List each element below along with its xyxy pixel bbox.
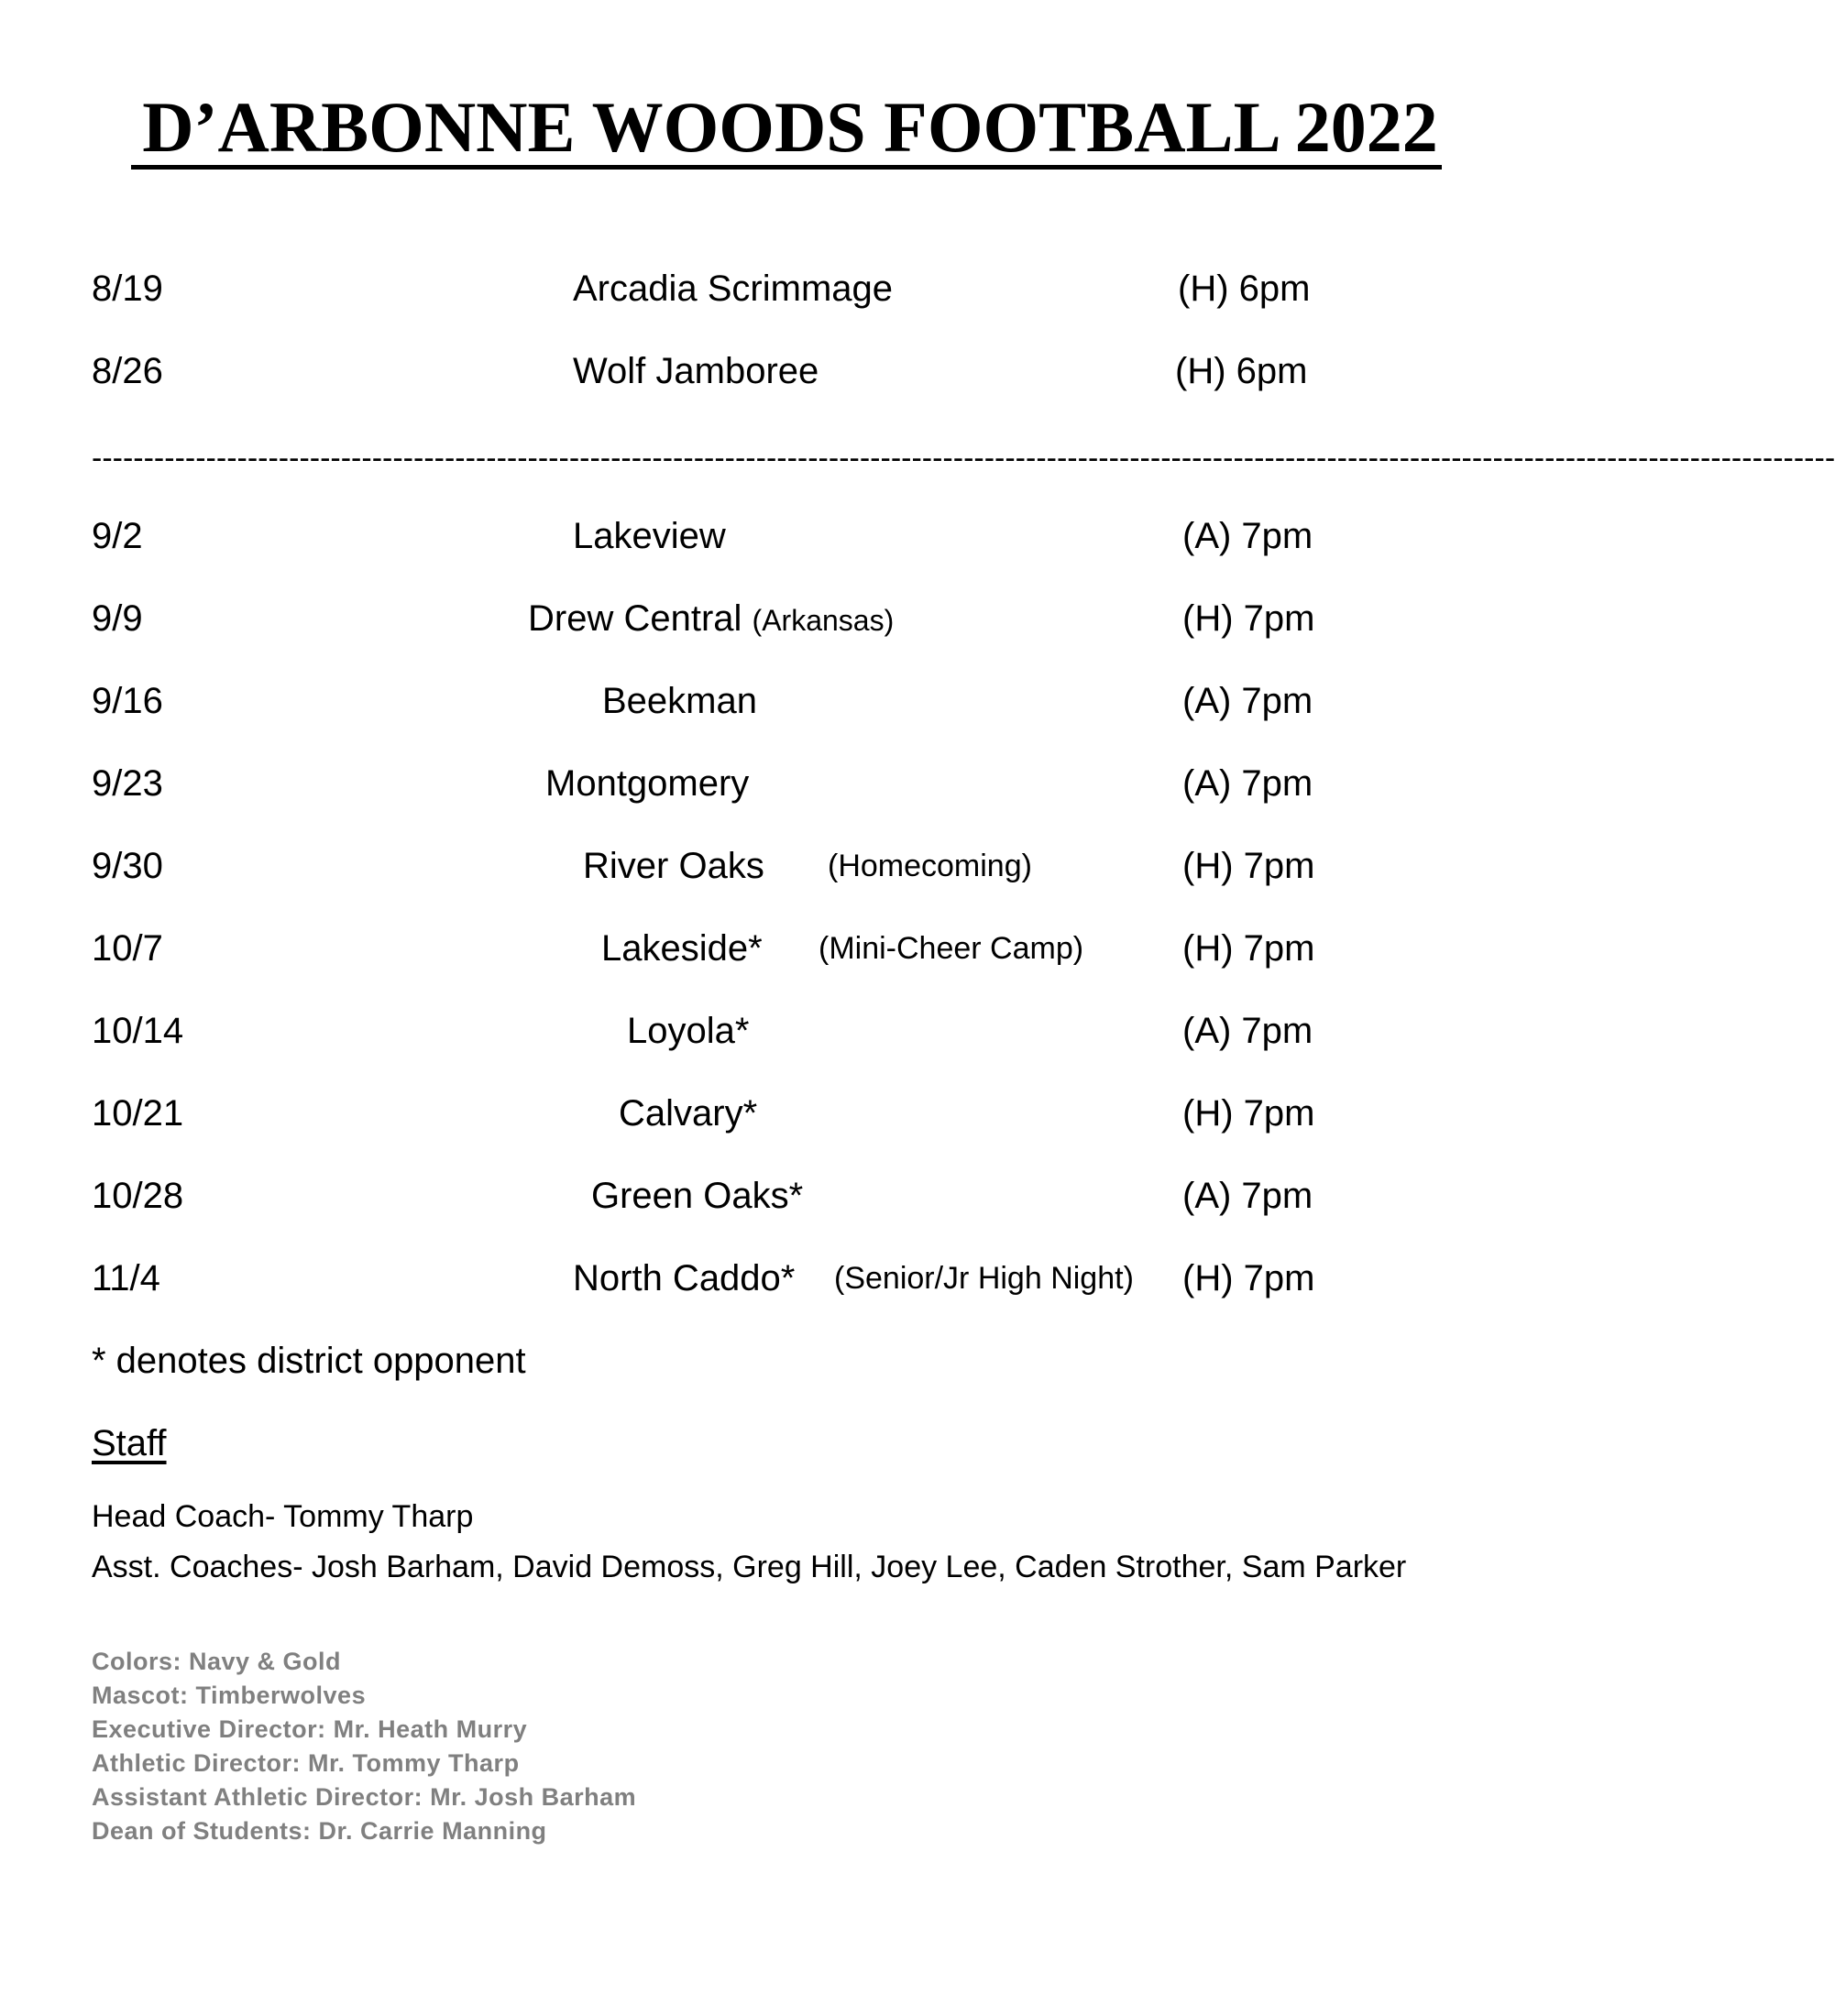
game-opponent: River Oaks (583, 846, 764, 886)
schedule-row (0, 509, 1558, 564)
game-opponent: Loyola* (627, 1011, 750, 1051)
game-note: (Senior/Jr High Night) (834, 1261, 1134, 1296)
game-time: (A) 7pm (1182, 1176, 1313, 1216)
game-date: 8/26 (92, 351, 163, 391)
game-date: 9/30 (92, 846, 163, 886)
game-date: 10/7 (92, 928, 163, 969)
dean-of-students: Dean of Students: Dr. Carrie Manning (92, 1817, 547, 1845)
game-opponent: North Caddo* (573, 1258, 796, 1298)
executive-director: Executive Director: Mr. Heath Murry (92, 1715, 528, 1743)
athletic-director: Athletic Director: Mr. Tommy Tharp (92, 1749, 520, 1777)
game-date: 10/21 (92, 1093, 184, 1134)
school-mascot: Mascot: Timberwolves (92, 1682, 367, 1709)
game-time: (A) 7pm (1182, 1011, 1313, 1051)
game-opponent: Beekman (602, 681, 757, 721)
game-time: (H) 7pm (1182, 1258, 1315, 1298)
game-time: (H) 6pm (1178, 268, 1311, 309)
schedule-row (0, 591, 1558, 646)
schedule-row (0, 756, 1558, 811)
game-time: (H) 7pm (1182, 598, 1315, 639)
game-note: (Mini-Cheer Camp) (819, 931, 1084, 966)
game-opponent: Arcadia Scrimmage (573, 268, 894, 309)
game-opponent: Wolf Jamboree (573, 351, 819, 391)
school-colors: Colors: Navy & Gold (92, 1648, 342, 1675)
game-date: 11/4 (92, 1258, 160, 1298)
game-opponent: Lakeview (573, 516, 726, 556)
school-info (92, 1645, 636, 1848)
page-title (0, 87, 1558, 170)
game-opponent: Calvary* (619, 1093, 758, 1134)
game-time: (A) 7pm (1182, 763, 1313, 804)
game-opponent: Lakeside* (601, 928, 763, 969)
game-date: 10/14 (92, 1011, 184, 1051)
staff-heading: Staff (92, 1423, 167, 1463)
game-date: 10/28 (92, 1176, 184, 1216)
schedule-row (0, 261, 1558, 316)
game-date: 9/16 (92, 681, 163, 721)
schedule-row (0, 674, 1558, 729)
game-time: (H) 7pm (1182, 1093, 1315, 1134)
schedule-row (0, 344, 1558, 399)
district-footnote: * denotes district opponent (92, 1341, 526, 1381)
schedule-row (0, 1086, 1558, 1141)
schedule-row (0, 1168, 1558, 1223)
assistant-coaches: Asst. Coaches- Josh Barham, David Demoss, Greg Hill, Joey Lee, Caden Strother, Sam Parker (92, 1550, 1407, 1584)
game-opponent-state: (Arkansas) (752, 604, 895, 637)
schedule-row (0, 921, 1558, 976)
game-opponent: Montgomery (545, 763, 750, 804)
assistant-athletic-director: Assistant Athletic Director: Mr. Josh Barham (92, 1783, 637, 1811)
page-title-text: D’ARBONNE WOODS FOOTBALL 2022 (131, 92, 1442, 170)
game-date: 9/2 (92, 516, 143, 556)
game-opponent: Drew Central (528, 598, 742, 639)
schedule-row (0, 1251, 1558, 1306)
head-coach: Head Coach- Tommy Tharp (92, 1499, 474, 1534)
game-note: (Homecoming) (828, 849, 1032, 883)
schedule-row (0, 838, 1558, 893)
game-date: 8/19 (92, 268, 163, 309)
game-time: (H) 6pm (1175, 351, 1308, 391)
game-time: (H) 7pm (1182, 928, 1315, 969)
game-time: (A) 7pm (1182, 681, 1313, 721)
section-divider: ------------------------------------------------------------------------------------------------------------------------------------------------------------------------ (92, 441, 1835, 476)
game-time: (A) 7pm (1182, 516, 1313, 556)
game-opponent: Green Oaks* (591, 1176, 804, 1216)
game-time: (H) 7pm (1182, 846, 1315, 886)
schedule-row (0, 1003, 1558, 1058)
game-date: 9/23 (92, 763, 163, 804)
game-date: 9/9 (92, 598, 143, 639)
